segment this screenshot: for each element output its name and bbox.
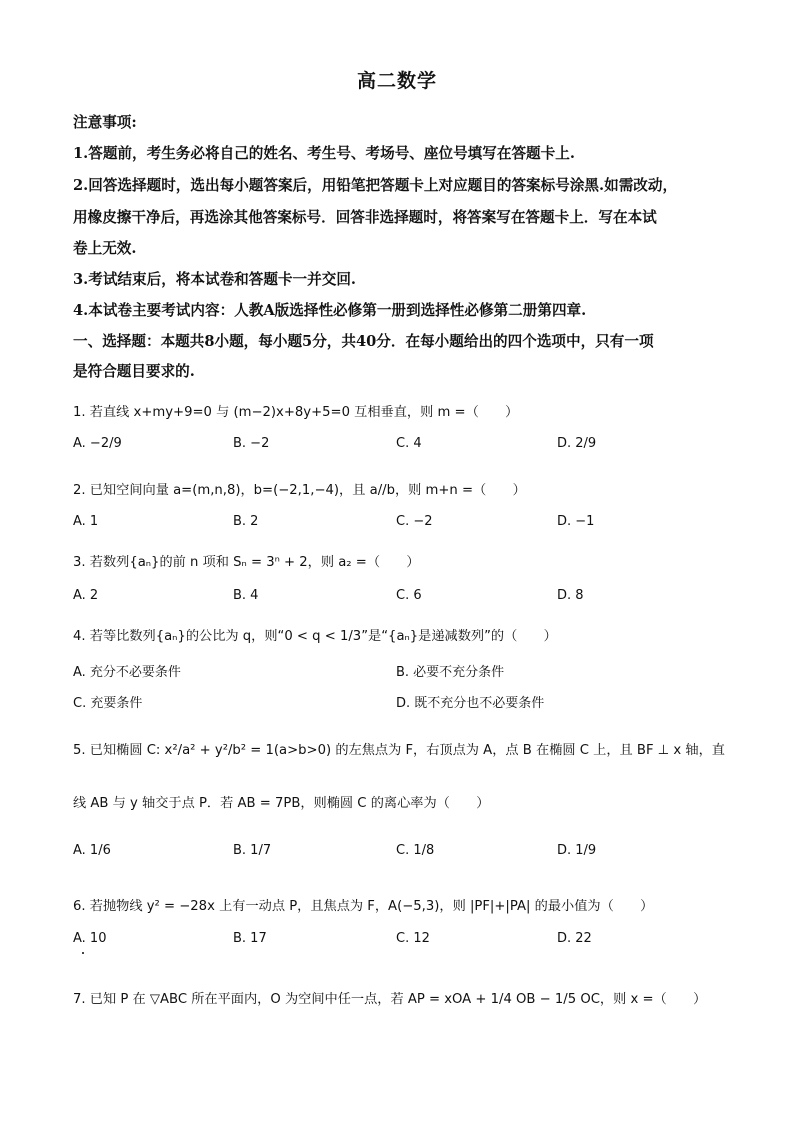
notice-item-3: 3.考试结束后，将本试卷和答题卡一并交回. <box>73 271 357 288</box>
question-3-option-c: C. 6 <box>396 588 422 603</box>
notice-item-1: 1.答题前，考生务必将自己的姓名、考生号、考场号、座位号填写在答题卡上. <box>73 145 575 162</box>
question-2-option-c: C. −2 <box>396 514 433 529</box>
question-2-stem: 2. 已知空间向量 a=(m,n,8)，b=(−2,1,−4)，且 a//b，则 m+n =（ ） <box>73 483 526 498</box>
question-1-option-c: C. 4 <box>396 436 422 451</box>
question-6-stem: 6. 若抛物线 y² = −28x 上有一动点 P，且焦点为 F，A(−5,3)，则 |PF|+|PA| 的最小值为（ ） <box>73 899 654 914</box>
page-title: 高二数学 <box>356 70 437 92</box>
question-3-option-b: B. 4 <box>233 588 259 603</box>
notice-item-2-line-3: 卷上无效. <box>73 240 137 257</box>
question-5-option-a: A. 1/6 <box>73 843 111 858</box>
question-3-option-a: A. 2 <box>73 588 99 603</box>
question-4-option-d: D. 既不充分也不必要条件 <box>396 696 545 711</box>
question-5-option-d: D. 1/9 <box>557 843 597 858</box>
question-2-option-a: A. 1 <box>73 514 99 529</box>
question-1-option-b: B. −2 <box>233 436 270 451</box>
question-5-option-b: B. 1/7 <box>233 843 272 858</box>
question-3-option-d: D. 8 <box>557 588 584 603</box>
stray-dot <box>82 952 84 954</box>
question-4-option-a: A. 充分不必要条件 <box>73 665 181 680</box>
question-6-option-c: C. 12 <box>396 931 430 946</box>
question-4-option-b: B. 必要不充分条件 <box>396 665 505 680</box>
question-7-stem: 7. 已知 P 在 ▽ABC 所在平面内，O 为空间中任一点，若 AP = xOA + 1/4 OB − 1/5 OC，则 x =（ ） <box>73 992 707 1007</box>
question-5-stem-line-2: 线 AB 与 y 轴交于点 P．若 AB = 7PB，则椭圆 C 的离心率为（ ） <box>73 796 490 811</box>
question-1-option-a: A. −2/9 <box>73 436 122 451</box>
notice-item-2-line-2: 用橡皮擦干净后，再选涂其他答案标号．回答非选择题时，将答案写在答题卡上．写在本试 <box>73 209 657 226</box>
notice-item-2-line-1: 2.回答选择题时，选出每小题答案后，用铅笔把答题卡上对应题目的答案标号涂黑.如需改动， <box>73 177 678 194</box>
question-1-stem: 1. 若直线 x+my+9=0 与 (m−2)x+8y+5=0 互相垂直，则 m =（ ） <box>73 405 519 420</box>
question-6-option-d: D. 22 <box>557 931 592 946</box>
question-3-stem: 3. 若数列{aₙ}的前 n 项和 Sₙ = 3ⁿ + 2，则 a₂ =（ ） <box>73 555 420 570</box>
notice-item-4: 4.本试卷主要考试内容：人教A版选择性必修第一册到选择性必修第二册第四章. <box>73 302 587 319</box>
question-2-option-b: B. 2 <box>233 514 259 529</box>
question-5-stem-line-1: 5. 已知椭圆 C: x²/a² + y²/b² = 1(a>b>0) 的左焦点为 F，右顶点为 A，点 B 在椭圆 C 上，且 BF ⊥ x 轴，直 <box>73 743 725 758</box>
question-4-option-c: C. 充要条件 <box>73 696 143 711</box>
question-5-option-c: C. 1/8 <box>396 843 435 858</box>
notice-heading: 注意事项: <box>73 114 137 131</box>
question-2-option-d: D. −1 <box>557 514 595 529</box>
question-4-stem: 4. 若等比数列{aₙ}的公比为 q，则“0 < q < 1/3”是“{aₙ}是递减数列”的（ ） <box>73 629 557 644</box>
section-heading-line-2: 是符合题目要求的. <box>73 363 195 380</box>
question-6-option-a: A. 10 <box>73 931 107 946</box>
question-6-option-b: B. 17 <box>233 931 267 946</box>
question-1-option-d: D. 2/9 <box>557 436 597 451</box>
section-heading-line-1: 一、选择题：本题共8小题，每小题5分，共40分．在每小题给出的四个选项中，只有一项 <box>73 333 654 350</box>
